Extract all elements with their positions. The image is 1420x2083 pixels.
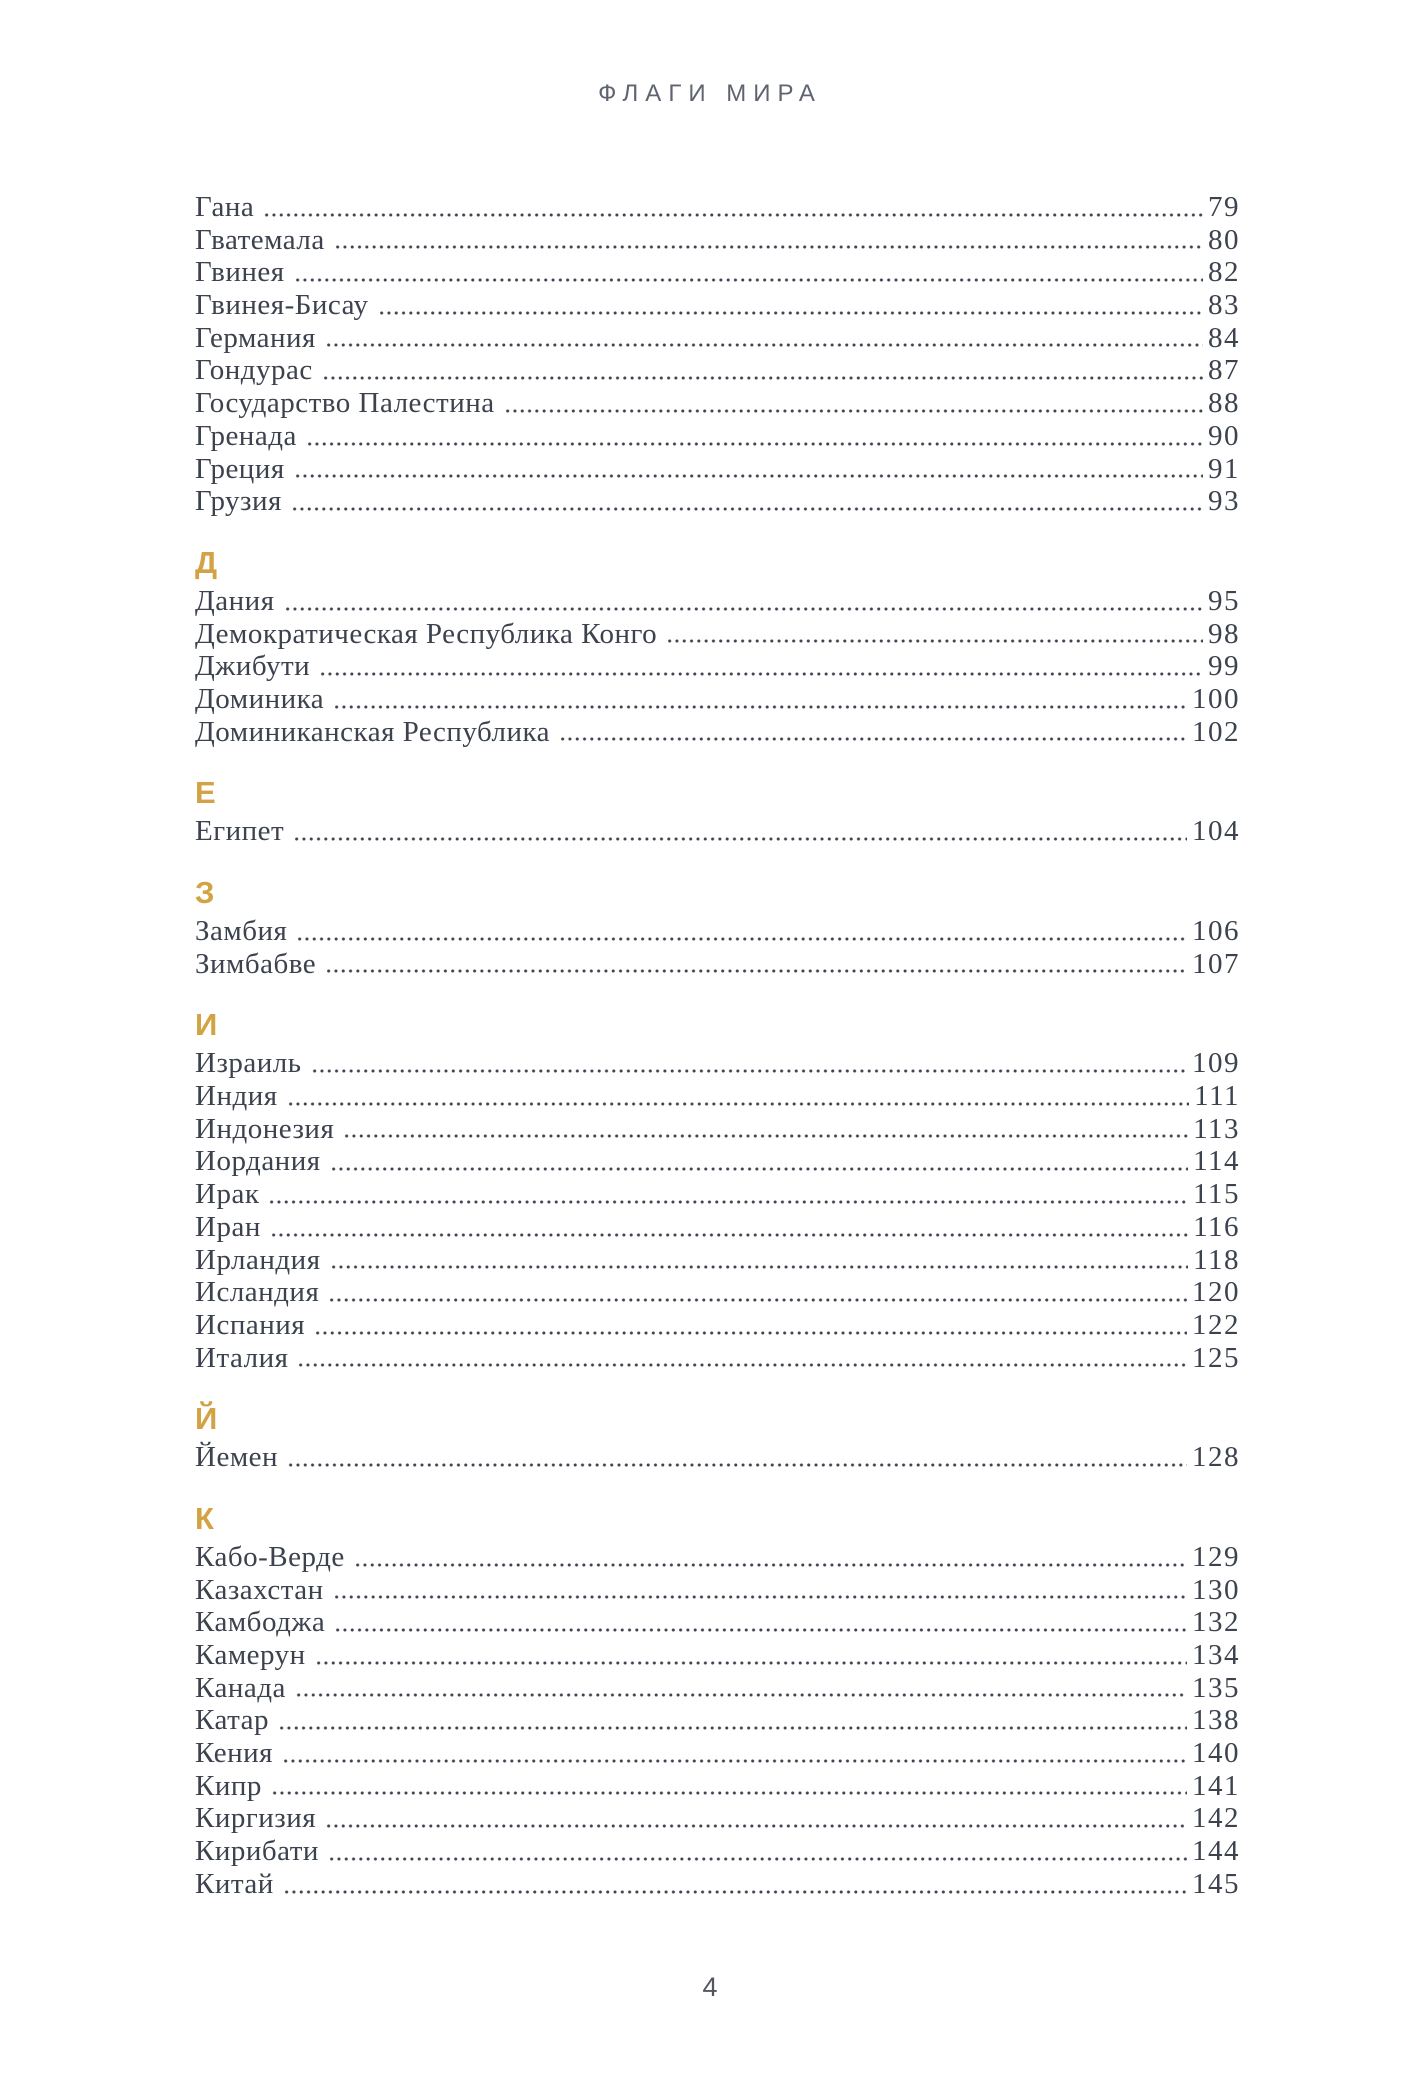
dot-leader — [297, 1342, 1187, 1375]
section-letter: З — [195, 875, 215, 910]
toc-entry-title: Кабо-Верде — [195, 1540, 345, 1573]
toc-entry-page: 109 — [1192, 1047, 1240, 1080]
toc-entry[interactable] — [195, 1145, 1240, 1178]
toc-entry[interactable] — [195, 716, 1240, 749]
toc-entry-title: Доминиканская Республика — [195, 715, 551, 748]
dot-leader — [311, 1047, 1188, 1080]
toc-entry[interactable] — [195, 683, 1240, 716]
toc-entry-page: 145 — [1192, 1867, 1240, 1900]
dot-leader — [325, 1802, 1187, 1835]
toc-entry-title: Кения — [195, 1737, 273, 1770]
toc-entry-page: 120 — [1192, 1276, 1240, 1309]
dot-leader — [287, 1441, 1187, 1474]
toc-entry-page: 134 — [1192, 1639, 1240, 1671]
toc-entry[interactable] — [195, 1211, 1240, 1244]
toc-entry-page: 141 — [1192, 1769, 1240, 1802]
toc-entry-title: Германия — [195, 321, 316, 354]
section-letter: Д — [195, 544, 218, 580]
dot-leader — [328, 1276, 1187, 1309]
toc-entry[interactable] — [195, 1342, 1240, 1375]
toc-entry-title: Индонезия — [195, 1112, 335, 1145]
toc-entry-page: 93 — [1208, 485, 1240, 518]
toc-entry-page: 87 — [1208, 354, 1240, 387]
dot-leader — [343, 1113, 1188, 1146]
toc-entry[interactable] — [195, 1770, 1240, 1803]
toc-entry[interactable] — [195, 650, 1240, 683]
page-number: 4 — [702, 1972, 718, 2002]
toc-entry[interactable] — [195, 1606, 1240, 1639]
toc-entry[interactable] — [195, 915, 1240, 948]
dot-leader — [333, 683, 1187, 716]
toc-entry-title: Гана — [195, 191, 255, 223]
toc-entry-title: Доминика — [195, 682, 325, 715]
dot-leader — [263, 191, 1203, 224]
toc-entry[interactable] — [195, 1244, 1240, 1277]
toc-entry-title: Камерун — [195, 1639, 306, 1671]
dot-leader — [294, 453, 1203, 486]
toc-entry-title: Индия — [195, 1080, 278, 1113]
toc-entry-title: Израиль — [195, 1047, 302, 1080]
toc-entry-page: 142 — [1192, 1802, 1240, 1835]
toc-entry-title: Гвинея — [195, 256, 285, 289]
toc-entry-title: Ирландия — [195, 1243, 321, 1276]
section-letter: Е — [195, 775, 216, 811]
toc-entry[interactable] — [195, 1113, 1240, 1146]
toc-entry[interactable] — [195, 1672, 1240, 1705]
dot-leader — [268, 1178, 1188, 1211]
toc-entry-title: Иордания — [195, 1145, 321, 1178]
section-letter: И — [195, 1007, 218, 1043]
toc-entry-title: Катар — [195, 1704, 269, 1737]
toc-entry[interactable] — [195, 585, 1240, 618]
toc-entry[interactable] — [195, 256, 1240, 289]
toc-entry-page: 118 — [1193, 1243, 1240, 1276]
toc-entry[interactable] — [195, 289, 1240, 322]
toc-entry-title: Демократическая Республика Конго — [195, 617, 658, 650]
toc-entry-page: 111 — [1194, 1080, 1240, 1113]
dot-leader — [334, 1606, 1187, 1639]
toc-entry[interactable] — [195, 1178, 1240, 1211]
dot-leader — [504, 387, 1203, 420]
toc-entry-title: Гвинея-Бисау — [195, 289, 369, 322]
dot-leader — [328, 1835, 1187, 1868]
toc-entry[interactable] — [195, 1574, 1240, 1607]
toc-entry[interactable] — [195, 1737, 1240, 1770]
toc-entry[interactable] — [195, 387, 1240, 420]
toc-entry-page: 140 — [1192, 1737, 1240, 1770]
toc-entry[interactable] — [195, 1868, 1240, 1901]
toc-entry-page: 104 — [1192, 815, 1240, 848]
toc-entry[interactable] — [195, 191, 1240, 224]
toc-entry[interactable] — [195, 1441, 1240, 1474]
toc-entry[interactable] — [195, 453, 1240, 486]
toc-entry-title: Замбия — [195, 915, 288, 947]
toc-entry-page: 83 — [1208, 289, 1240, 322]
toc-entry-page: 79 — [1208, 191, 1240, 223]
toc-entry-title: Египет — [195, 815, 285, 848]
dot-leader — [319, 650, 1203, 683]
toc-entry-page: 128 — [1192, 1441, 1240, 1474]
toc-entry-title: Гренада — [195, 419, 297, 452]
dot-leader — [354, 1541, 1187, 1574]
dot-leader — [278, 1704, 1187, 1737]
toc-entry-page: 82 — [1208, 256, 1240, 289]
dot-leader — [293, 815, 1187, 848]
dot-leader — [378, 289, 1203, 322]
toc-entry-page: 114 — [1193, 1145, 1240, 1178]
toc-entry-title: Джибути — [195, 650, 311, 683]
toc-entry[interactable] — [195, 420, 1240, 453]
dot-leader — [333, 1574, 1187, 1607]
toc-entry[interactable] — [195, 354, 1240, 387]
dot-leader — [322, 354, 1203, 387]
toc-entry-title: Камбоджа — [195, 1606, 326, 1639]
dot-leader — [296, 915, 1187, 948]
dot-leader — [270, 1211, 1188, 1244]
dot-leader — [314, 1309, 1187, 1342]
toc-entry-page: 115 — [1193, 1178, 1240, 1211]
toc-section — [195, 1399, 1240, 1474]
toc-entry-title: Государство Палестина — [195, 387, 495, 420]
toc-entry[interactable] — [195, 322, 1240, 355]
toc-entry-page: 91 — [1208, 452, 1240, 485]
toc-entry-page: 90 — [1208, 419, 1240, 452]
toc-entry-title: Китай — [195, 1867, 274, 1900]
toc-entry-title: Казахстан — [195, 1573, 324, 1606]
toc-entry-page: 107 — [1192, 947, 1240, 980]
toc-entry-title: Италия — [195, 1341, 289, 1374]
toc-entry-page: 80 — [1208, 223, 1240, 256]
toc-entry-title: Йемен — [195, 1441, 279, 1474]
dot-leader — [559, 716, 1187, 749]
toc-entry-page: 98 — [1208, 617, 1240, 650]
toc-entry[interactable] — [195, 1309, 1240, 1342]
toc-entry-title: Канада — [195, 1671, 286, 1704]
toc-entry-title: Кирибати — [195, 1835, 319, 1868]
toc-section — [195, 773, 1240, 848]
dot-leader — [325, 948, 1187, 981]
dot-leader — [294, 256, 1203, 289]
toc-entry[interactable] — [195, 224, 1240, 257]
toc-entry-page: 99 — [1208, 650, 1240, 683]
section-letter: Й — [195, 1401, 218, 1437]
dot-leader — [295, 1672, 1187, 1705]
dot-leader — [325, 322, 1203, 355]
toc-entry[interactable] — [195, 1835, 1240, 1868]
toc-entry[interactable] — [195, 1047, 1240, 1080]
toc-entry-title: Дания — [195, 584, 275, 617]
toc-entry[interactable] — [195, 618, 1240, 651]
dot-leader — [287, 1080, 1190, 1113]
dot-leader — [334, 224, 1203, 257]
toc-entry-page: 122 — [1192, 1308, 1240, 1341]
toc-entry-page: 102 — [1192, 715, 1240, 748]
toc-entry-title: Иран — [195, 1210, 261, 1243]
toc-entry-title: Киргизия — [195, 1802, 317, 1835]
dot-leader — [330, 1145, 1188, 1178]
dot-leader — [284, 585, 1203, 618]
toc-entry-page: 144 — [1192, 1835, 1240, 1868]
toc-entry[interactable] — [195, 1704, 1240, 1737]
toc-entry-page: 138 — [1192, 1704, 1240, 1737]
dot-leader — [306, 420, 1203, 453]
toc-entry[interactable] — [195, 1276, 1240, 1309]
toc-entry[interactable] — [195, 1802, 1240, 1835]
toc-entry-title: Греция — [195, 452, 285, 485]
dot-leader — [666, 618, 1203, 651]
toc-entry-page: 132 — [1192, 1606, 1240, 1639]
dot-leader — [291, 485, 1203, 518]
toc-section — [195, 1499, 1240, 1901]
toc-entry-page: 129 — [1192, 1540, 1240, 1573]
toc-section — [195, 1005, 1240, 1374]
toc-section — [195, 191, 1240, 518]
toc-entry-page: 135 — [1192, 1671, 1240, 1704]
toc-entry-title: Зимбабве — [195, 947, 317, 980]
toc-entry-title: Кипр — [195, 1769, 262, 1802]
toc-entry-title: Гватемала — [195, 223, 325, 256]
dot-leader — [271, 1770, 1187, 1803]
dot-leader — [330, 1244, 1189, 1277]
toc-entry-page: 125 — [1192, 1341, 1240, 1374]
toc-entry-page: 88 — [1208, 387, 1240, 420]
toc-entry[interactable] — [195, 1541, 1240, 1574]
dot-leader — [282, 1737, 1187, 1770]
toc-entry[interactable] — [195, 485, 1240, 518]
toc-entry-page: 95 — [1208, 584, 1240, 617]
toc-entry-page: 100 — [1192, 682, 1240, 715]
toc-entry[interactable] — [195, 815, 1240, 848]
toc-entry-title: Исландия — [195, 1276, 320, 1309]
dot-leader — [315, 1639, 1187, 1672]
toc-entry[interactable] — [195, 1080, 1240, 1113]
toc-entry[interactable] — [195, 948, 1240, 981]
toc-entry-title: Гондурас — [195, 354, 313, 387]
toc-entry-page: 106 — [1192, 915, 1240, 947]
toc-section — [195, 543, 1240, 748]
section-letter: К — [195, 1500, 214, 1536]
toc-entry-title: Ирак — [195, 1178, 260, 1211]
toc-entry-title: Испания — [195, 1308, 306, 1341]
toc-entry-page: 116 — [1193, 1210, 1240, 1243]
toc-entry[interactable] — [195, 1639, 1240, 1672]
toc-entry-page: 84 — [1208, 321, 1240, 354]
dot-leader — [283, 1868, 1187, 1901]
toc-entry-title: Грузия — [195, 485, 282, 518]
toc-entry-page: 130 — [1192, 1573, 1240, 1606]
book-title: ФЛАГИ МИРА — [598, 80, 822, 107]
table-of-contents — [195, 191, 1240, 1901]
toc-entry-page: 113 — [1193, 1112, 1240, 1145]
toc-section — [195, 873, 1240, 980]
